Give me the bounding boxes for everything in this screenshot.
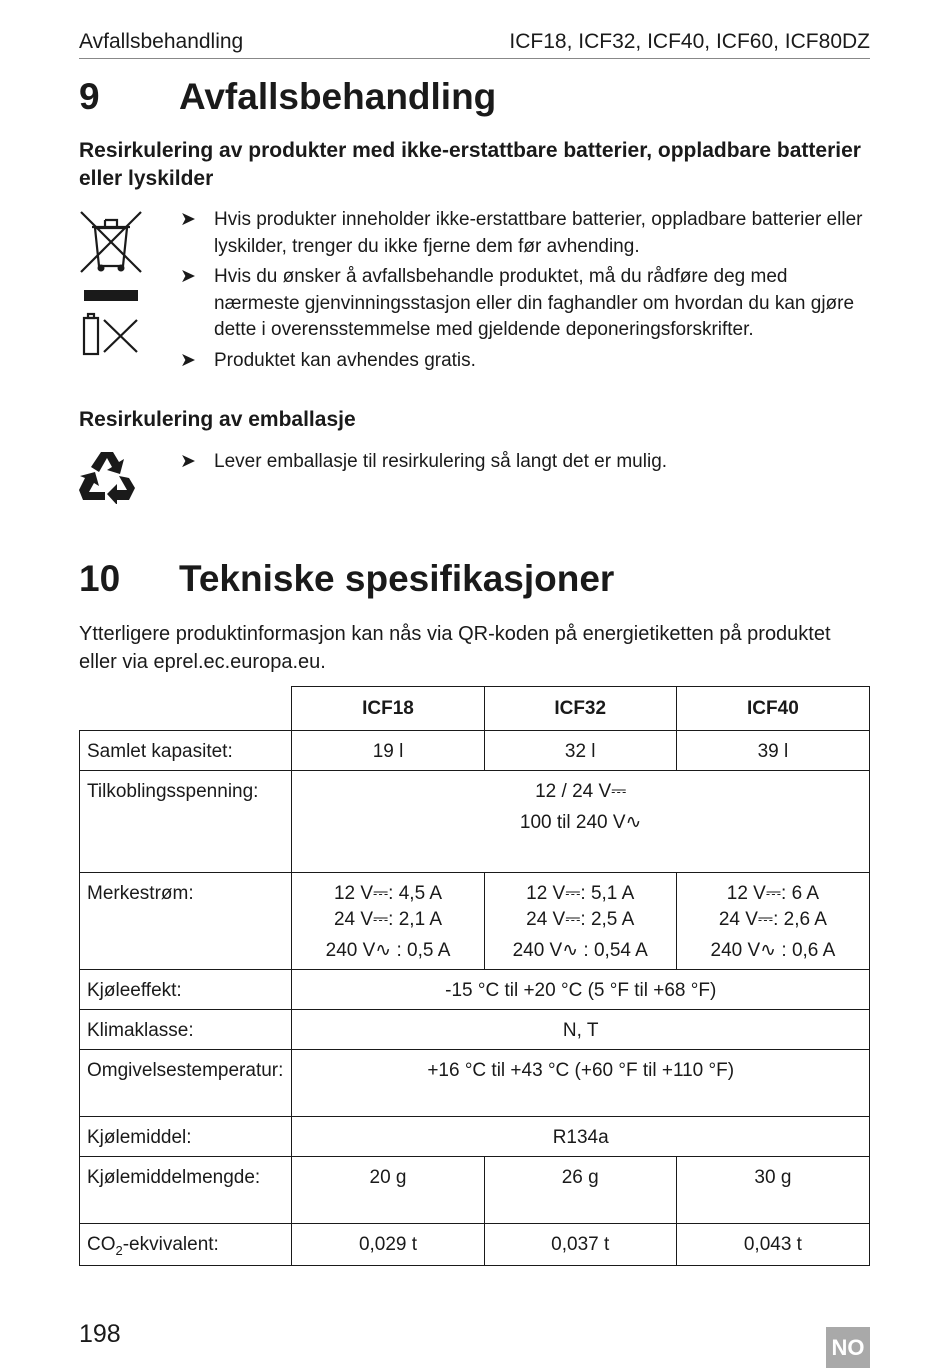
current-24v: 24 V⎓: 2,5 A: [526, 909, 635, 930]
current-24v: 24 V⎓: 2,1 A: [333, 909, 443, 930]
language-badge: NO: [826, 1327, 870, 1368]
list-item-text: Hvis du ønsker å avfallsbehandle produktet, må du rådføre deg med nærmeste gjenvinningsstasjon eller din faghandler om hvordan du kan gjøre dette i overensstemmelse med gjeldende deponeringsforskrifter.: [214, 266, 855, 340]
table-row: [80, 1157, 870, 1224]
table-row: [80, 1224, 870, 1266]
cell-value: -15 °C til +20 °C (5 °F til +68 °F): [292, 970, 870, 1010]
row-label: [80, 1224, 292, 1266]
recycling-icon: [79, 448, 135, 504]
row-label: Klimaklasse:: [80, 1010, 292, 1050]
column-header: ICF18: [292, 687, 484, 731]
arrow-bullet-icon: ➤: [180, 451, 196, 472]
current-12v: 12 V⎓: 4,5 A: [333, 883, 443, 904]
table-header-row: [80, 687, 870, 731]
cell-value: 0,029 t: [292, 1224, 484, 1266]
arrow-bullet-icon: ➤: [180, 349, 196, 371]
cell-value: [292, 771, 870, 873]
list-item-text: Hvis produkter inneholder ikke-erstattbare batterier, oppladbare batterier eller lyskilder, trenger du ikke fjerne dem før avhending.: [214, 209, 863, 257]
list-item-text: Produktet kan avhendes gratis.: [214, 349, 476, 371]
current-12v: 12 V⎓: 6 A: [726, 883, 820, 904]
column-header: ICF40: [676, 687, 869, 731]
section-10-heading: [79, 558, 870, 604]
header-rule: [79, 58, 870, 59]
co2-subscript: 2: [115, 1242, 123, 1258]
table-row: [80, 1117, 870, 1157]
ac-voltage: 100 til 240 V∿: [519, 812, 642, 833]
cell-value: 32 l: [484, 731, 676, 771]
crossed-out-wheelie-bin-icon: [79, 210, 145, 276]
current-24v: 24 V⎓: 2,6 A: [718, 909, 827, 930]
spec-table: [79, 686, 870, 1266]
cell-value: 39 l: [676, 731, 869, 771]
intro-paragraph: Ytterligere produktinformasjon kan nås via QR-koden på energietiketten på produktet eller via eprel.ec.europa.eu.: [79, 623, 831, 673]
running-header-left: Avfallsbehandling: [79, 30, 244, 53]
table-row: [80, 731, 870, 771]
bullet-list-battery: [180, 207, 870, 378]
cell-value: 0,043 t: [676, 1224, 869, 1266]
section-number: 10: [79, 558, 121, 599]
bullet-list-packaging: [180, 449, 870, 480]
cell-value: [484, 873, 676, 970]
subsection-heading-packaging: Resirkulering av emballasje: [79, 408, 356, 431]
arrow-bullet-icon: ➤: [180, 209, 196, 230]
cell-value: 20 g: [292, 1157, 484, 1224]
row-label: Samlet kapasitet:: [80, 731, 292, 771]
cell-value: [292, 873, 484, 970]
row-label: Merkestrøm:: [80, 873, 292, 970]
column-header: ICF32: [484, 687, 676, 731]
cell-value: +16 °C til +43 °C (+60 °F til +110 °F): [292, 1050, 870, 1117]
list-item: [180, 348, 870, 375]
table-row: [80, 1050, 870, 1117]
page-number: 198: [79, 1320, 121, 1348]
table-row: [80, 970, 870, 1010]
row-label: Omgivelsestemperatur:: [80, 1050, 292, 1117]
table-row: [80, 873, 870, 970]
section-9-heading: [79, 76, 870, 122]
co2-suffix: -ekvivalent:: [122, 1234, 219, 1255]
cell-value: 19 l: [292, 731, 484, 771]
list-item: [180, 449, 870, 476]
subsection-heading-battery: Resirkulering av produkter med ikke-erstattbare batterier, oppladbare batterier eller lyskilder: [79, 139, 861, 190]
list-item: [180, 207, 870, 260]
table-row: [80, 771, 870, 873]
current-12v: 12 V⎓: 5,1 A: [526, 883, 635, 904]
row-label: Kjølemiddelmengde:: [80, 1157, 292, 1224]
dc-voltage: 12 / 24 V⎓: [535, 781, 627, 802]
cell-value: 30 g: [676, 1157, 869, 1224]
cell-value: 26 g: [484, 1157, 676, 1224]
weee-bar-icon: [84, 290, 138, 301]
co2-prefix: CO: [87, 1234, 116, 1255]
cell-value: R134a: [292, 1117, 870, 1157]
row-label: Kjøleeffekt:: [80, 970, 292, 1010]
cell-value: 0,037 t: [484, 1224, 676, 1266]
crossed-out-battery-icon: [81, 312, 141, 358]
current-240v: 240 V∿ : 0,6 A: [710, 940, 836, 961]
current-240v: 240 V∿ : 0,54 A: [512, 940, 648, 961]
table-corner-cell: [80, 687, 292, 731]
section-number: 9: [79, 76, 100, 117]
current-240v: 240 V∿ : 0,5 A: [325, 940, 451, 961]
list-item-text: Lever emballasje til resirkulering så langt det er mulig.: [214, 451, 668, 472]
arrow-bullet-icon: ➤: [180, 266, 196, 287]
section-title: Avfallsbehandling: [179, 76, 497, 117]
table-row: [80, 1010, 870, 1050]
list-item: [180, 264, 870, 344]
row-label: Tilkoblingsspenning:: [80, 771, 292, 873]
section-title: Tekniske spesifikasjoner: [179, 558, 615, 599]
row-label: Kjølemiddel:: [80, 1117, 292, 1157]
running-header-right: ICF18, ICF32, ICF40, ICF60, ICF80DZ: [509, 30, 870, 53]
cell-value: N, T: [292, 1010, 870, 1050]
cell-value: [676, 873, 869, 970]
